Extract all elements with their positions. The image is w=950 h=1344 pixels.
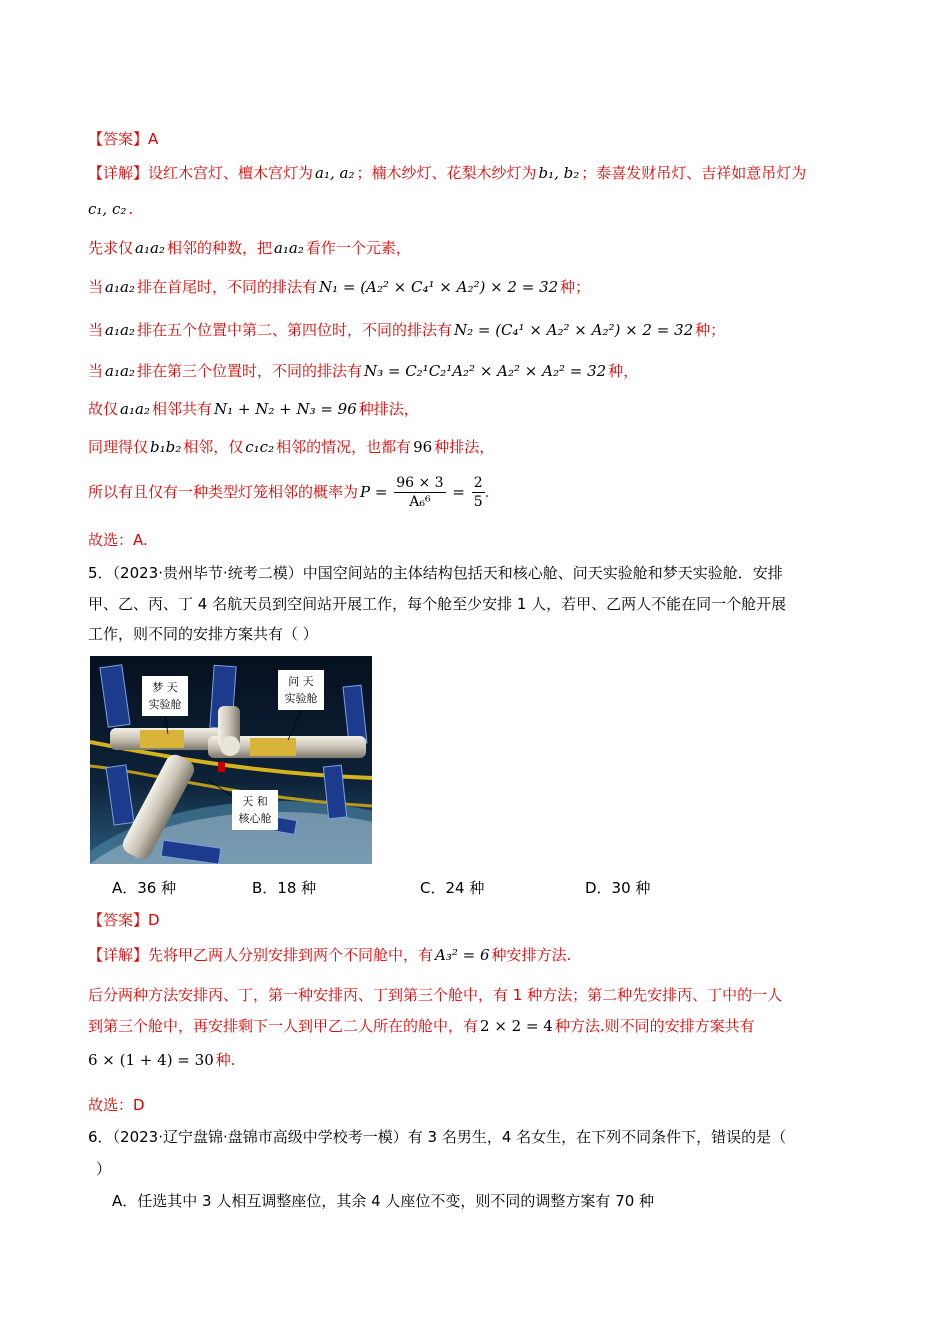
fraction: $\frac{96 \times 3}{\text{A₆⁶}}$ xyxy=(396,475,444,510)
q5-stem-2: 甲、乙、丙、丁 4 名航天员到空间站开展工作，每个舱至少安排 1 人，若甲、乙两人不能在同一个舱开展 xyxy=(88,595,787,613)
q5-detail-line-2: 后分两种方法安排丙、丁，第一种安排丙、丁到第三个舱中，有 1 种方法；第二种先安排丙、丁中的一人 xyxy=(88,986,783,1004)
q5-detail-line-4: 6 × (1 + 4) = 30 种. xyxy=(88,1051,236,1069)
label-wentian-2: 实验舱 xyxy=(284,692,318,705)
math-n3: N₃ = C₂¹C₂¹A₂² × A₂² × A₂² = 32 xyxy=(363,362,607,380)
q4-line-7: 故仅 a₁a₂ 相邻共有 N₁ + N₂ + N₃ = 96 种排法， xyxy=(88,400,419,418)
math-n2: N₂ = (C₄¹ × A₂² × A₂²) × 2 = 32 xyxy=(453,321,694,339)
q5-detail-line-1: 【详解】先将甲乙两人分别安排到两个不同舱中，有 A₃² = 6 种安排方法. xyxy=(88,946,572,964)
q5-stem-1: 5．（2023·贵州毕节·统考二模）中国空间站的主体结构包括天和核心舱、问天实验舱和梦天实验舱．安排 xyxy=(88,564,783,582)
math-sum: N₁ + N₂ + N₃ = 96 xyxy=(213,400,357,418)
space-station-figure xyxy=(90,656,372,864)
q6-stem-1: 6．（2023·辽宁盘锦·盘锦市高级中学校考一模）有 3 名男生，4 名女生，在下列不同条件下，错误的是（ xyxy=(88,1128,787,1146)
q5-stem-3: 工作，则不同的安排方案共有（ ） xyxy=(88,625,318,643)
q4-line-9: 所以有且仅有一种类型灯笼相邻的概率为 P = $\frac{96 \times 3}{\text{A₆⁶}}$ = $\frac{2}{5}$ . xyxy=(88,475,490,510)
q4-answer: 【答案】A xyxy=(88,130,159,148)
q6-option-a: A．任选其中 3 人相互调整座位，其余 4 人座位不变，则不同的调整方案有 70 种 xyxy=(112,1192,655,1210)
q4-line-8: 同理得仅 b₁b₂ 相邻，仅 c₁c₂ 相邻的情况，也都有 96 种排法， xyxy=(88,438,495,456)
math-b: b₁, b₂ xyxy=(538,164,580,182)
q4-line-5: 当 a₁a₂ 排在五个位置中第二、第四位时，不同的排法有 N₂ = (C₄¹ × A₂² × A₂²) × 2 = 32 种； xyxy=(88,321,726,339)
label-tianhe-2: 核心舱 xyxy=(238,812,272,825)
detail-label: 【详解】 xyxy=(88,946,149,964)
q4-detail-line-1: 【详解】设红木宫灯、檀木宫灯为 a₁, a₂ ；楠木纱灯、花梨木纱灯为 b₁, b₂ ；泰喜发财吊灯、吉祥如意吊灯为 xyxy=(88,164,807,182)
math-a32: A₃² = 6 xyxy=(435,946,490,964)
math-2x2: 2 × 2 = 4 xyxy=(480,1017,553,1035)
q4-line-3: 先求仅 a₁a₂ 相邻的种数，把 a₁a₂ 看作一个元素， xyxy=(88,239,411,257)
math-n1: N₁ = (A₂² × C₄¹ × A₂²) × 2 = 32 xyxy=(318,278,559,296)
label-mengtian-1: 梦 天 xyxy=(152,681,178,694)
q5-option-d: D．30 种 xyxy=(585,879,651,897)
q5-answer: 【答案】D xyxy=(88,911,160,929)
q5-option-b: B．18 种 xyxy=(252,879,317,897)
q6-stem-2: ） xyxy=(96,1160,112,1178)
q4-line-6: 当 a₁a₂ 排在第三个位置时，不同的排法有 N₃ = C₂¹C₂¹A₂² × A₂² × A₂² = 32 种， xyxy=(88,362,639,380)
q5-option-c: C．24 种 xyxy=(420,879,485,897)
math-total: 6 × (1 + 4) = 30 xyxy=(88,1051,214,1069)
math-a: a₁, a₂ xyxy=(315,164,355,182)
q4-line-4: 当 a₁a₂ 排在首尾时，不同的排法有 N₁ = (A₂² × C₄¹ × A₂²) × 2 = 32 种； xyxy=(88,278,591,296)
math-c: c₁, c₂ xyxy=(88,200,127,218)
fraction-result: $\frac{2}{5}$ xyxy=(473,475,483,510)
label-tianhe-1: 天 和 xyxy=(242,795,268,808)
q5-detail-line-3: 到第三个舱中，再安排剩下一人到甲乙二人所在的舱中，有 2 × 2 = 4 种方法.则不同的安排方案共有 xyxy=(88,1017,755,1035)
q4-conclusion: 故选：A. xyxy=(88,531,148,549)
label-mengtian-2: 实验舱 xyxy=(148,698,182,711)
q5-conclusion: 故选：D xyxy=(88,1096,145,1114)
q4-detail-line-2: c₁, c₂ . xyxy=(88,200,134,218)
detail-label: 【详解】 xyxy=(88,164,149,182)
label-wentian-1: 问 天 xyxy=(288,675,314,688)
q5-option-a: A．36 种 xyxy=(112,879,177,897)
